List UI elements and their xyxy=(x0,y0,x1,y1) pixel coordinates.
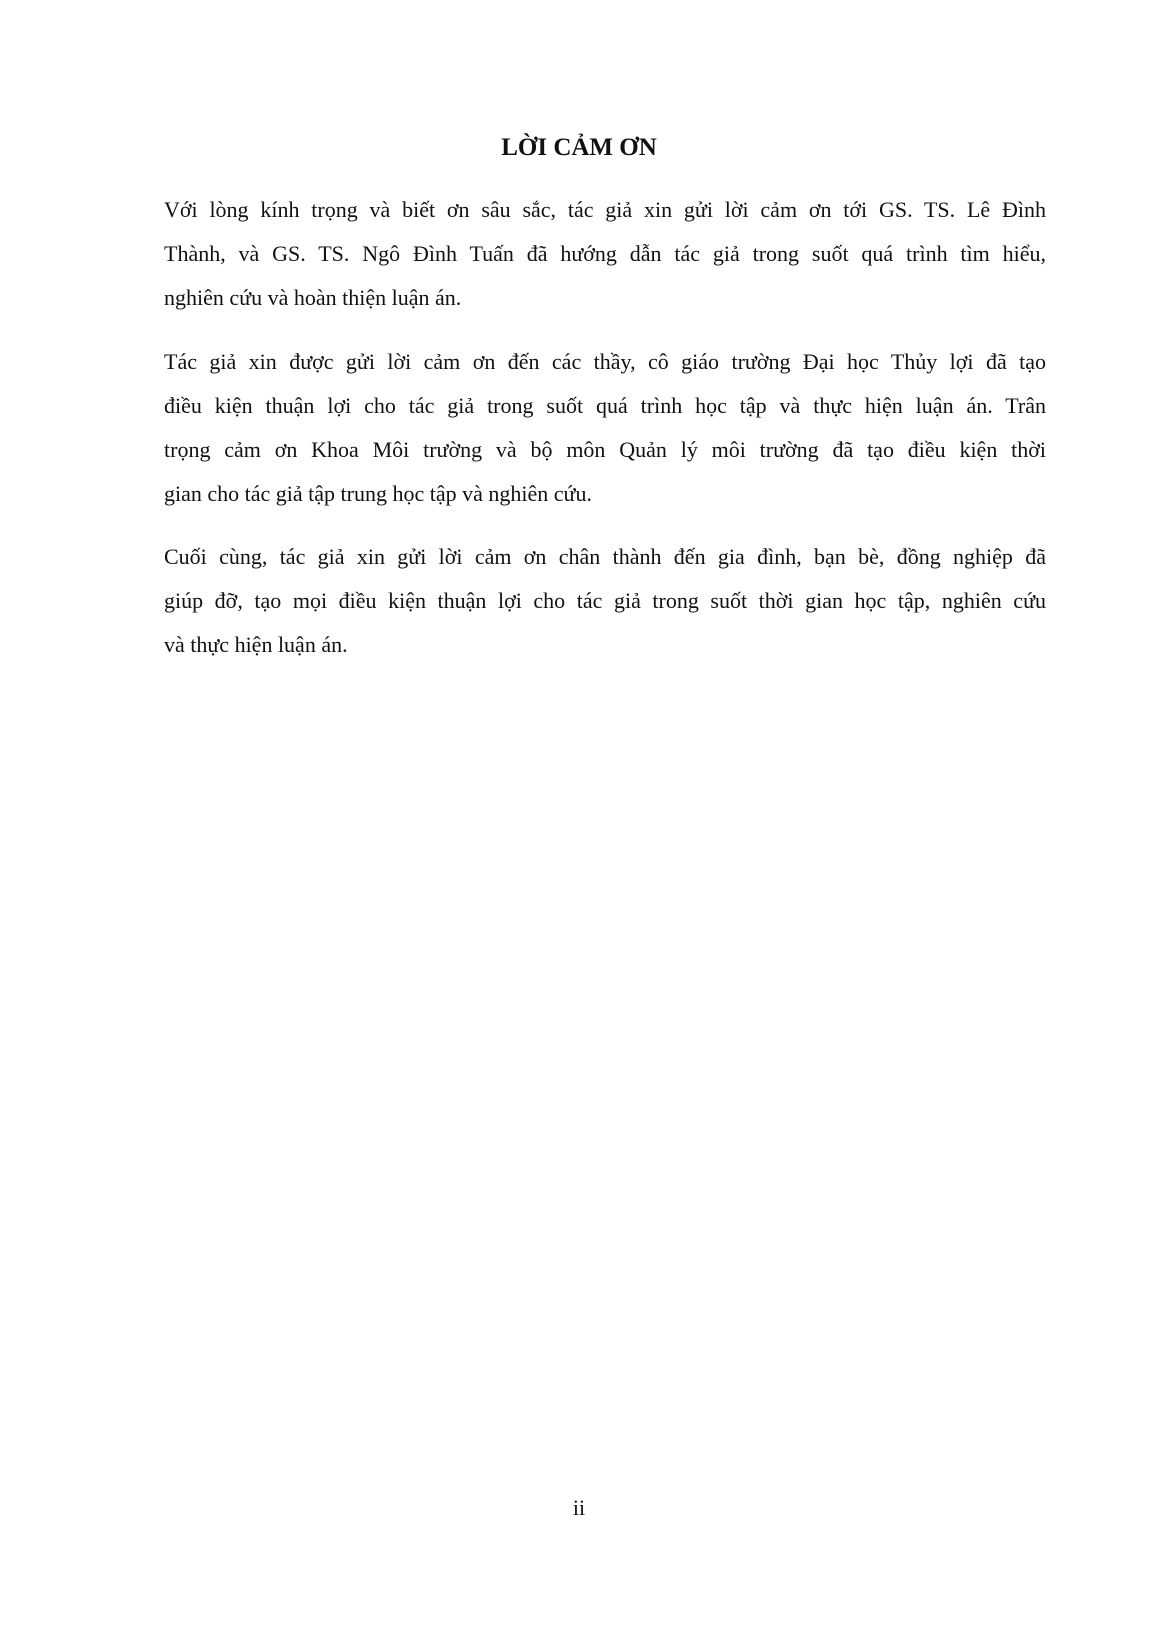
paragraph-3 xyxy=(164,535,1046,667)
paragraph-line: Tác giả xin được gửi lời cảm ơn đến các thầy, cô giáo trường Đại học Thủy lợi đã tạo xyxy=(164,349,1046,374)
paragraph-line: gian cho tác giả tập trung học tập và nghiên cứu. xyxy=(164,481,592,506)
page-number: ii xyxy=(572,1495,586,1520)
paragraph-line: Với lòng kính trọng và biết ơn sâu sắc, tác giả xin gửi lời cảm ơn tới GS. TS. Lê Đình xyxy=(164,197,1046,222)
paragraph-line: giúp đỡ, tạo mọi điều kiện thuận lợi cho tác giả trong suốt thời gian học tập, nghiên cứu xyxy=(164,588,1046,613)
paragraph-line: và thực hiện luận án. xyxy=(164,632,348,657)
paragraph-line: trọng cảm ơn Khoa Môi trường và bộ môn Quản lý môi trường đã tạo điều kiện thời xyxy=(164,437,1046,462)
paragraph-line: điều kiện thuận lợi cho tác giả trong suốt quá trình học tập và thực hiện luận án. Trân xyxy=(164,393,1046,418)
paragraph-line: Thành, và GS. TS. Ngô Đình Tuấn đã hướng dẫn tác giả trong suốt quá trình tìm hiểu, xyxy=(164,241,1046,266)
page-title: LỜI CẢM ƠN xyxy=(501,134,657,161)
paragraph-line: nghiên cứu và hoàn thiện luận án. xyxy=(164,285,462,310)
paragraph-line: Cuối cùng, tác giả xin gửi lời cảm ơn chân thành đến gia đình, bạn bè, đồng nghiệp đã xyxy=(164,544,1046,569)
paragraph-1 xyxy=(164,188,1046,320)
paragraph-2 xyxy=(164,340,1046,516)
